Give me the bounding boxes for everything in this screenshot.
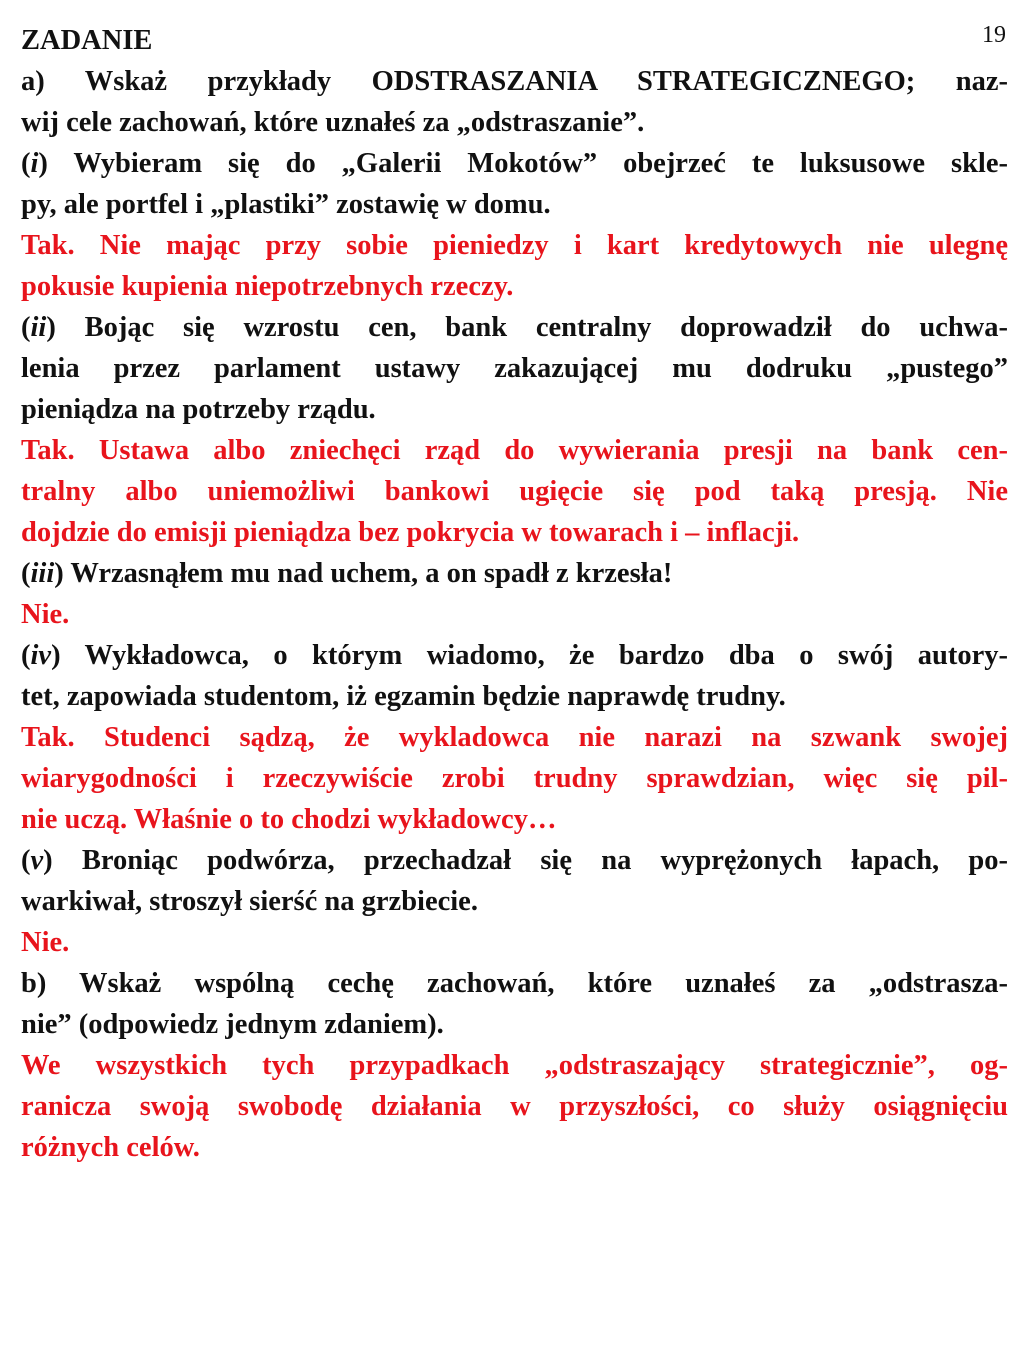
item-iv-answer-line: wiarygodności i rzeczywiście zrobi trudny sprawdzian, więc się pil- [21,763,1008,794]
item-v-answer-line: Nie. [21,927,70,958]
item-iv-number: iv [30,640,52,671]
question-b-answer-line: We wszystkich tych przypadkach „odstraszający strategicznie”, og- [21,1050,1008,1081]
item-v-number: v [30,845,44,876]
item-i-number: i [30,148,39,179]
item-iv-line: (iv) Wykładowca, o którym wiadomo, że bardzo dba o swój autory- [21,640,1008,671]
question-b-answer-line: różnych celów. [21,1132,200,1163]
page-title: ZADANIE [21,25,153,56]
item-iv-answer-line: nie uczą. Właśnie o to chodzi wykładowcy… [21,804,557,835]
item-i-answer-line: pokusie kupienia niepotrzebnych rzeczy. [21,271,514,302]
item-ii-line: (ii) Bojąc się wzrostu cen, bank centralny doprowadził do uchwa- [21,312,1008,343]
item-i-answer-line: Tak. Nie mając przy sobie pieniedzy i kart kredytowych nie ulegnę [21,230,1008,261]
item-ii-line: lenia przez parlament ustawy zakazującej mu dodruku „pustego” [21,353,1008,384]
item-iv-answer-line: Tak. Studenci sądzą, że wykladowca nie narazi na szwank swojej [21,722,1008,753]
page-number: 19 [982,22,1006,48]
item-iii-answer-line: Nie. [21,599,70,630]
item-v-line: (v) Broniąc podwórza, przechadzał się na wyprężonych łapach, po- [21,845,1008,876]
item-i-line: py, ale portfel i „plastiki” zostawię w domu. [21,189,551,220]
item-ii-line: pieniądza na potrzeby rządu. [21,394,376,425]
item-v-line: warkiwał, stroszył sierść na grzbiecie. [21,886,478,917]
question-b-line: nie” (odpowiedz jednym zdaniem). [21,1009,444,1040]
task-document [21,20,1008,1168]
question-b-line: b) Wskaż wspólną cechę zachowań, które uznałeś za „odstrasza- [21,968,1008,999]
item-iv-line: tet, zapowiada studentom, iż egzamin będzie naprawdę trudny. [21,681,786,712]
item-iii-line: (iii) Wrzasnąłem mu nad uchem, a on spadł z krzesła! [21,558,673,589]
question-a-line: a) Wskaż przykłady ODSTRASZANIA STRATEGICZNEGO; naz- [21,66,1008,97]
item-ii-answer-line: dojdzie do emisji pieniądza bez pokrycia w towarach i – inflacji. [21,517,800,548]
item-ii-answer-line: tralny albo uniemożliwi bankowi ugięcie się pod taką presją. Nie [21,476,1008,507]
item-ii-answer-line: Tak. Ustawa albo zniechęci rząd do wywierania presji na bank cen- [21,435,1008,466]
item-iii-number: iii [30,558,55,589]
question-a-line: wij cele zachowań, które uznałeś za „odstraszanie”. [21,107,645,138]
question-b-answer-line: ranicza swoją swobodę działania w przyszłości, co służy osiągnięciu [21,1091,1008,1122]
item-ii-number: ii [30,312,47,343]
item-i-line: (i) Wybieram się do „Galerii Mokotów” obejrzeć te luksusowe skle- [21,148,1008,179]
